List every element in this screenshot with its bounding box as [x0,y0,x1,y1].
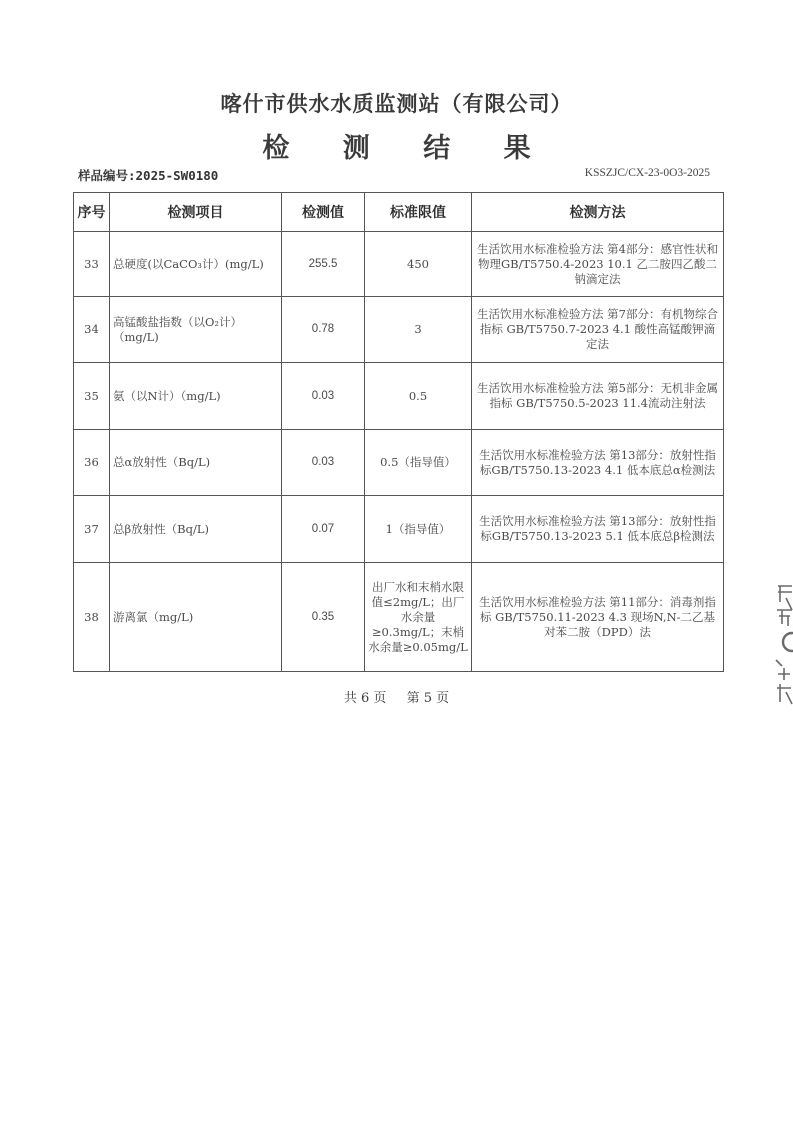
column-header-value: 检测值 [282,193,365,232]
table-row [74,232,724,297]
current-page: 第 5 页 [406,691,450,706]
row-method: 生活饮用水标准检验方法 第11部分：消毒剂指标 GB/T5750.11-2023 4.3 现场N,N-二乙基对苯二胺（DPD）法 [472,563,724,672]
row-seq: 35 [74,363,110,430]
row-seq: 38 [74,563,110,672]
column-header-limit: 标准限值 [365,193,472,232]
row-method: 生活饮用水标准检验方法 第4部分：感官性状和物理GB/T5750.4-2023 10.1 乙二胺四乙酸二钠滴定法 [472,232,724,297]
row-item: 总α放射性（Bq/L) [110,430,282,496]
document-code: KSSZJC/CX-23-0O3-2025 [584,167,710,179]
row-item: 氨（以N计）（mg/L) [110,363,282,430]
table-row [74,297,724,363]
table-row [74,496,724,563]
row-value: 0.78 [282,297,365,363]
page-footer [0,687,793,706]
row-item: 总硬度(以CaCO₃计）(mg/L) [110,232,282,297]
row-value: 0.35 [282,563,365,672]
row-limit: 0.5（指导值） [365,430,472,496]
row-seq: 34 [74,297,110,363]
report-title: 喀什市供水水质监测站（有限公司） [220,91,573,116]
table-header-row [74,193,724,232]
row-limit: 1（指导值） [365,496,472,563]
results-table [73,192,724,672]
table-row [74,563,724,672]
row-method: 生活饮用水标准检验方法 第7部分：有机物综合指标 GB/T5750.7-2023 4.1 酸性高锰酸钾滴定法 [472,297,724,363]
row-seq: 37 [74,496,110,563]
table-row [74,363,724,430]
row-limit: 3 [365,297,472,363]
row-limit: 0.5 [365,363,472,430]
table-row [74,430,724,496]
sample-number: 样品编号:2025-SW0180 [78,168,219,183]
row-value: 0.03 [282,430,365,496]
row-method: 生活饮用水标准检验方法 第13部分：放射性指标GB/T5750.13-2023 4.1 低本底总α检测法 [472,430,724,496]
row-seq: 36 [74,430,110,496]
row-value: 255.5 [282,232,365,297]
row-value: 0.03 [282,363,365,430]
row-item: 高锰酸盐指数（以O₂计）（mg/L) [110,297,282,363]
seal-fragment-icon [772,580,793,710]
row-method: 生活饮用水标准检验方法 第13部分：放射性指标GB/T5750.13-2023 5.1 低本底总β检测法 [472,496,724,563]
row-seq: 33 [74,232,110,297]
report-subtitle: 检 测 结 果 [262,133,553,164]
column-header-method: 检测方法 [472,193,724,232]
row-item: 游离氯（mg/L) [110,563,282,672]
column-header-item: 检测项目 [110,193,282,232]
row-limit: 450 [365,232,472,297]
row-item: 总β放射性（Bq/L) [110,496,282,563]
column-header-seq: 序号 [74,193,110,232]
row-method: 生活饮用水标准检验方法 第5部分：无机非金属指标 GB/T5750.5-2023 11.4流动注射法 [472,363,724,430]
row-limit: 出厂水和末梢水限值≤2mg/L；出厂水余量≥0.3mg/L；末梢水余量≥0.05mg/L [365,563,472,672]
total-pages: 共 6 页 [343,691,387,706]
row-value: 0.07 [282,496,365,563]
